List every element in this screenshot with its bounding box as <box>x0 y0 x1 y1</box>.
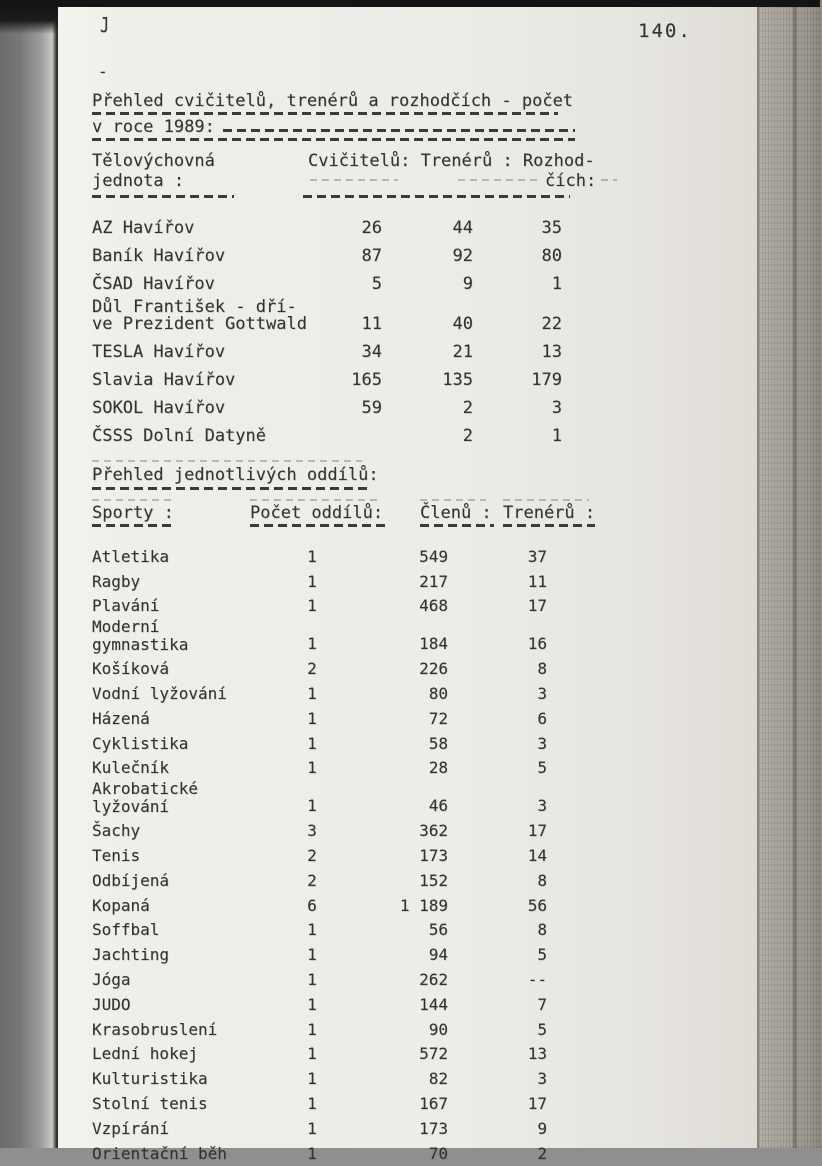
table-row <box>92 297 737 337</box>
cell-value: 135 <box>442 370 473 390</box>
header-ghost-dashes <box>310 179 398 181</box>
title-underline-1 <box>92 112 558 115</box>
cell-value: 184 <box>419 634 448 654</box>
cell-value: 70 <box>428 1143 448 1163</box>
cell-value: 90 <box>428 1019 448 1039</box>
cell-value: 1 <box>307 920 317 940</box>
cell-value: 2 <box>307 659 317 679</box>
table1-header-columns <box>308 151 624 191</box>
cell-value: 6 <box>307 895 317 915</box>
header-rule <box>303 195 570 198</box>
cell-value: 9 <box>462 274 473 294</box>
cell-value: 173 <box>419 1118 448 1138</box>
table-row <box>92 731 737 756</box>
column-headers-line1: Cvičitelů: Trenérů : Rozhod- <box>308 151 595 171</box>
cell-value: 17 <box>527 1093 547 1113</box>
cell-value: 1 <box>307 994 317 1014</box>
cell-value: 3 <box>537 733 547 753</box>
table1-body <box>92 213 737 449</box>
cell-name: Lední hokej <box>92 1044 198 1064</box>
cell-value: 362 <box>419 821 448 841</box>
cell-value: 1 <box>307 683 317 703</box>
table-row <box>92 365 737 393</box>
table-row <box>92 843 737 868</box>
cell-value: 56 <box>527 895 547 915</box>
cell-value: 1 <box>307 796 317 816</box>
cell-name: SOKOL Havířov <box>92 398 226 418</box>
column-header-label: Sporty : <box>92 503 174 523</box>
cell-value: 6 <box>537 708 547 728</box>
cell-value: 16 <box>527 634 547 654</box>
cell-name: Odbíjená <box>92 870 170 890</box>
cell-name: Jóga <box>92 969 131 989</box>
cell-value: 1 <box>307 1069 317 1089</box>
table-row <box>92 337 737 365</box>
cell-value: 1 <box>307 1019 317 1039</box>
cell-value: 22 <box>541 314 562 334</box>
cell-value: 9 <box>537 1118 547 1138</box>
cell-name: Vzpírání <box>92 1118 170 1138</box>
cell-value: 179 <box>531 370 562 390</box>
cell-name: Kulturistika <box>92 1069 208 1089</box>
column-header-clenu <box>420 504 494 527</box>
cell-value: 1 <box>307 546 317 566</box>
cell-value: 3 <box>537 796 547 816</box>
column-header-label: Trenérů : <box>503 503 596 523</box>
scan-top-edge <box>0 0 820 7</box>
column-header-treneru <box>503 504 595 527</box>
cell-value: 5 <box>537 945 547 965</box>
cell-value: 56 <box>428 920 448 940</box>
table-row <box>92 780 737 818</box>
header-rule <box>92 195 234 198</box>
table-row <box>92 942 737 967</box>
section-title <box>92 465 737 490</box>
cell-name: Moderní gymnastika <box>92 617 189 654</box>
document-page <box>58 0 757 1163</box>
cell-value: 8 <box>537 870 547 890</box>
cell-name: Košíková <box>92 659 170 679</box>
cell-value: 2 <box>462 398 473 418</box>
cell-name: Orientační běh <box>92 1143 227 1163</box>
header-ghost-dashes <box>250 499 380 501</box>
cell-value: 8 <box>537 920 547 940</box>
table2-body <box>92 544 737 1166</box>
cell-value: 59 <box>361 398 382 418</box>
header-rule <box>420 524 494 527</box>
table-row <box>92 868 737 893</box>
cell-name: Krasobruslení <box>92 1019 218 1039</box>
cell-value: 46 <box>428 796 448 816</box>
cell-value: 92 <box>452 246 473 266</box>
table-row <box>92 1116 737 1141</box>
table-row <box>92 1017 737 1042</box>
scan-gutter-shadow <box>0 0 58 1148</box>
cell-value: 37 <box>527 546 547 566</box>
cell-value: 1 <box>307 708 317 728</box>
cell-value: 35 <box>541 218 562 238</box>
cell-value: 13 <box>541 342 562 362</box>
cell-value: 3 <box>551 398 562 418</box>
table1-header <box>92 151 737 199</box>
cell-value: 167 <box>419 1093 448 1113</box>
cell-value: 1 <box>307 945 317 965</box>
table-row <box>92 618 737 656</box>
cell-name: Kopaná <box>92 895 150 915</box>
cell-name: TESLA Havířov <box>92 342 226 362</box>
cell-value: 21 <box>452 342 473 362</box>
cell-value: 80 <box>541 246 562 266</box>
cell-value: 11 <box>361 314 382 334</box>
cell-value: 226 <box>419 659 448 679</box>
column-header-cich: čích: <box>545 171 597 191</box>
cell-value: 1 <box>307 634 317 654</box>
cell-value: 173 <box>419 845 448 865</box>
table-row <box>92 818 737 843</box>
cell-value: 1 <box>307 571 317 591</box>
cell-value: 5 <box>537 1019 547 1039</box>
section-title-underline <box>92 487 370 490</box>
stray-pen-mark: J <box>100 12 110 38</box>
cell-value: 7 <box>537 994 547 1014</box>
table-row <box>92 1066 737 1091</box>
cell-name: Stolní tenis <box>92 1093 208 1113</box>
column-header-label: Členů : <box>420 503 492 523</box>
cell-value: 5 <box>537 758 547 778</box>
cell-value: 58 <box>428 733 448 753</box>
cell-value: 40 <box>452 314 473 334</box>
table-row <box>92 544 737 569</box>
table-row <box>92 569 737 594</box>
column-header-jednota <box>92 151 215 191</box>
cell-value: 1 <box>307 596 317 616</box>
cell-value: 80 <box>428 683 448 703</box>
cell-value: 2 <box>537 1143 547 1163</box>
cell-name: Plavání <box>92 596 160 616</box>
cell-value: 217 <box>419 571 448 591</box>
header-ghost-dashes <box>92 499 172 501</box>
header-rule <box>92 524 174 527</box>
page-edge-texture <box>757 0 822 1148</box>
column-header-sporty <box>92 504 174 527</box>
cell-value: 572 <box>419 1044 448 1064</box>
cell-value: 1 <box>307 969 317 989</box>
cell-value: 2 <box>307 845 317 865</box>
column-header-pocet-oddilu <box>250 504 390 527</box>
cell-value: 1 <box>551 426 562 446</box>
table-row <box>92 918 737 943</box>
cell-value: 468 <box>419 596 448 616</box>
header-rule <box>250 524 390 527</box>
cell-value: 1 189 <box>399 895 448 915</box>
cell-value: 11 <box>527 571 547 591</box>
cell-value: 8 <box>537 659 547 679</box>
page-number: 140. <box>638 20 692 42</box>
cell-value: 1 <box>307 1143 317 1163</box>
cell-name: Baník Havířov <box>92 246 226 266</box>
cell-name: Důl František - dří- ve Prezident Gottwald <box>92 297 307 334</box>
cell-name: Kulečník <box>92 758 170 778</box>
cell-value: 2 <box>307 870 317 890</box>
cell-value: 3 <box>537 1069 547 1089</box>
cell-value: 44 <box>452 218 473 238</box>
cell-name: Ragby <box>92 571 141 591</box>
cell-value: 1 <box>551 274 562 294</box>
cell-value: 152 <box>419 870 448 890</box>
cell-name: ČSAD Havířov <box>92 274 215 294</box>
header-rule <box>503 524 595 527</box>
cell-name: Akrobatické lyžování <box>92 779 198 816</box>
cell-value: 262 <box>419 969 448 989</box>
table-row <box>92 967 737 992</box>
cell-name: Cyklistika <box>92 733 189 753</box>
cell-name: Šachy <box>92 821 141 841</box>
cell-name: Jachting <box>92 945 170 965</box>
stray-dash-mark: - <box>98 62 108 81</box>
table-row <box>92 594 737 619</box>
cell-value: 34 <box>361 342 382 362</box>
table2-header <box>92 504 737 534</box>
table-row <box>92 269 737 297</box>
title-line-2: v roce 1989: <box>92 117 215 137</box>
cell-value: 1 <box>307 733 317 753</box>
header-ghost-dashes <box>458 179 540 181</box>
section-title-text: Přehled jednotlivých oddílů: <box>92 465 379 485</box>
cell-name: Tenis <box>92 845 141 865</box>
header-ghost-dashes <box>92 460 362 462</box>
document-title <box>92 92 737 141</box>
table-row <box>92 656 737 681</box>
cell-value: 1 <box>307 1118 317 1138</box>
table-row <box>92 1141 737 1166</box>
cell-name: Slavia Havířov <box>92 370 236 390</box>
title-underline-2 <box>92 138 575 141</box>
cell-value: 17 <box>527 596 547 616</box>
header-ghost-dashes <box>601 179 617 181</box>
table-row <box>92 756 737 781</box>
cell-value: 1 <box>307 1044 317 1064</box>
cell-value: 3 <box>307 821 317 841</box>
title-line-1: Přehled cvičitelů, trenérů a rozhodčích - počet <box>92 91 574 111</box>
cell-name: Soffbal <box>92 920 160 940</box>
cell-value: -- <box>527 969 547 989</box>
table-row <box>92 213 737 241</box>
cell-name: AZ Havířov <box>92 218 195 238</box>
header-ghost-dashes <box>503 499 589 501</box>
table-row <box>92 421 737 449</box>
column-header-label: Tělovýchovná <box>92 151 215 171</box>
title-dash-fill <box>223 129 575 132</box>
table-row <box>92 1091 737 1116</box>
cell-value: 13 <box>527 1044 547 1064</box>
document-content <box>58 0 737 1166</box>
cell-value: 82 <box>428 1069 448 1089</box>
table-row <box>92 992 737 1017</box>
table-row <box>92 393 737 421</box>
cell-value: 144 <box>419 994 448 1014</box>
table-row <box>92 1042 737 1067</box>
column-header-label: Počet oddílů: <box>250 503 384 523</box>
table-row <box>92 893 737 918</box>
cell-value: 1 <box>307 758 317 778</box>
table-row <box>92 706 737 731</box>
cell-value: 28 <box>428 758 448 778</box>
cell-value: 549 <box>419 546 448 566</box>
cell-value: 72 <box>428 708 448 728</box>
cell-value: 1 <box>307 1093 317 1113</box>
cell-name: ČSSS Dolní Datyně <box>92 426 266 446</box>
table-row <box>92 681 737 706</box>
header-ghost-dashes <box>420 499 486 501</box>
cell-value: 94 <box>428 945 448 965</box>
cell-name: Házená <box>92 708 150 728</box>
cell-value: 14 <box>527 845 547 865</box>
cell-value: 165 <box>351 370 382 390</box>
cell-value: 3 <box>537 683 547 703</box>
cell-value: 2 <box>462 426 473 446</box>
cell-value: 17 <box>527 821 547 841</box>
cell-value: 5 <box>371 274 382 294</box>
cell-value: 26 <box>361 218 382 238</box>
cell-name: Atletika <box>92 546 170 566</box>
cell-value: 87 <box>361 246 382 266</box>
cell-name: JUDO <box>92 994 131 1014</box>
column-header-label: jednota : <box>92 171 185 191</box>
table-row <box>92 241 737 269</box>
cell-name: Vodní lyžování <box>92 683 227 703</box>
